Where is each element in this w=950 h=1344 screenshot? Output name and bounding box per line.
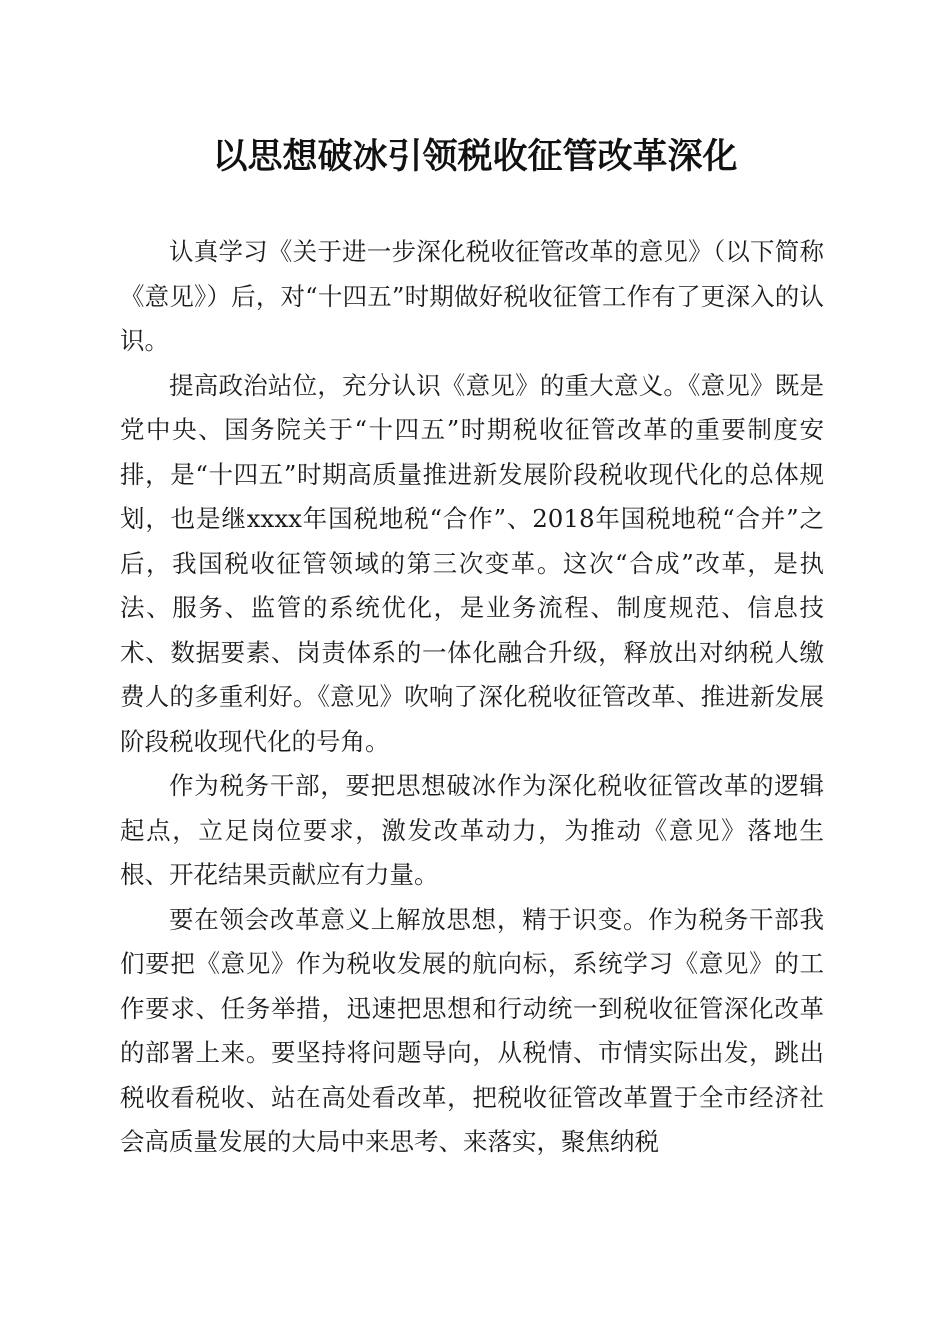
paragraph-intro: 认真学习《关于进一步深化税收征管改革的意见》（以下简称《意见》）后，对“十四五”时期做好税收征管工作有了更深入的认识。 bbox=[120, 237, 824, 355]
paragraph-reform-meaning: 要在领会改革意义上解放思想，精于识变。作为税务干部我们要把《意见》作为税收发展的航向标，系统学习《意见》的工作要求、任务举措，迅速把思想和行动统一到税收征管深化改革的部署上来。要坚持将问题导向，从税情、市情实际出发，跳出税收看税收、站在高处看改革，把税收征管改革置于全市经济社会高质量发展的大局中来思考、来落实，聚焦纳税 bbox=[120, 904, 824, 1156]
paragraph-tax-cadre: 作为税务干部，要把思想破冰作为深化税收征管改革的逻辑起点，立足岗位要求，激发改革动力，为推动《意见》落地生根、开花结果贡献应有力量。 bbox=[120, 771, 824, 889]
document-title: 以思想破冰引领税收征管改革深化 bbox=[212, 136, 738, 177]
document-body bbox=[120, 230, 824, 1165]
paragraph-political-stance: 提高政治站位，充分认识《意见》的重大意义。《意见》既是党中央、国务院关于“十四五”时期税收征管改革的重要制度安排，是“十四五”时期高质量推进新发展阶段税收现代化的总体规划，也是继xxxx年国税地税“合作”、2018年国税地税“合并”之后，我国税收征管领域的第三次变革。这次“合成”改革，是执法、服务、监管的系统优化，是业务流程、制度规范、信息技术、数据要素、岗责体系的一体化融合升级，释放出对纳税人缴费人的多重利好。《意见》吹响了深化税收征管改革、推进新发展阶段税收现代化的号角。 bbox=[120, 370, 824, 756]
